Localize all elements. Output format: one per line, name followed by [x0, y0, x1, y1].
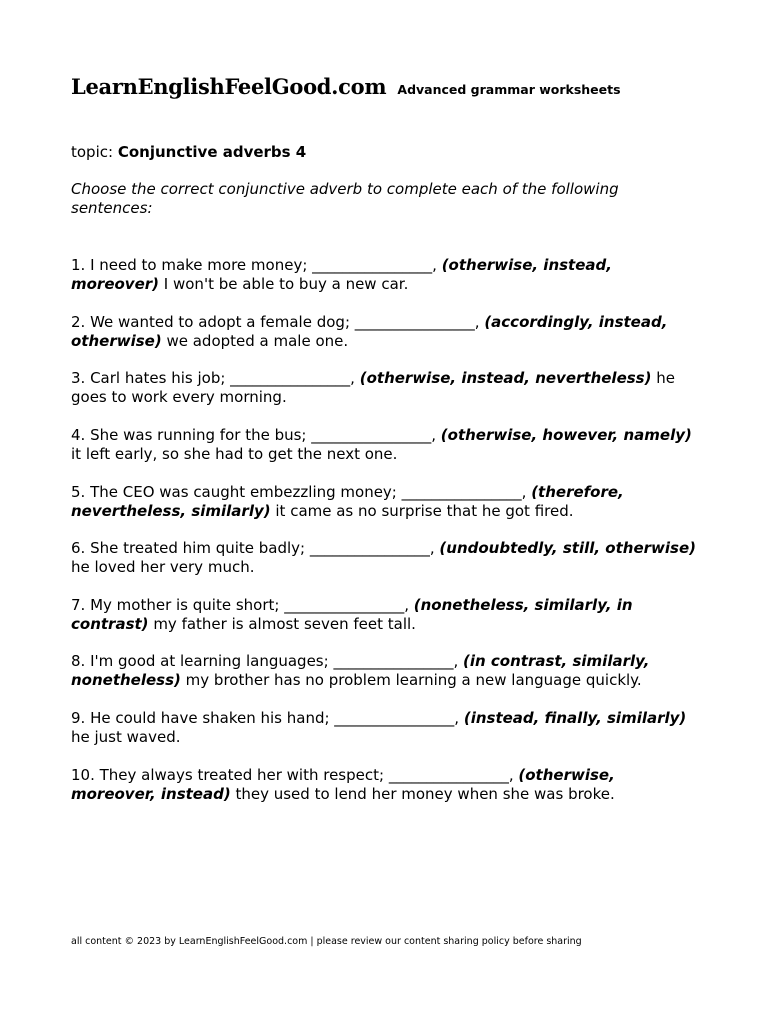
- question-item: [71, 709, 701, 747]
- question-prefix: 6. She treated him quite badly; ________________,: [71, 539, 435, 557]
- question-options: (in contrast, similarly, nonetheless): [71, 652, 650, 689]
- question-item: [71, 426, 701, 464]
- question-prefix: 3. Carl hates his job; ________________,: [71, 369, 355, 387]
- question-prefix: 7. My mother is quite short; ________________,: [71, 596, 409, 614]
- question-options: (otherwise, instead, moreover): [71, 256, 612, 293]
- question-item: [71, 766, 701, 804]
- question-options: (otherwise, instead, nevertheless): [359, 369, 652, 387]
- question-suffix: my brother has no problem learning a new language quickly.: [185, 671, 642, 689]
- question-suffix: they used to lend her money when she was broke.: [235, 785, 615, 803]
- question-prefix: 5. The CEO was caught embezzling money; ________________,: [71, 483, 527, 501]
- question-options: (nonetheless, similarly, in contrast): [71, 596, 633, 633]
- question-item: [71, 539, 701, 577]
- question-suffix: we adopted a male one.: [166, 332, 349, 350]
- question-options: (instead, finally, similarly): [463, 709, 687, 727]
- question-item: [71, 483, 701, 521]
- question-suffix: he loved her very much.: [71, 558, 255, 576]
- question-suffix: my father is almost seven feet tall.: [153, 615, 416, 633]
- question-prefix: 1. I need to make more money; ________________,: [71, 256, 437, 274]
- question-suffix: he just waved.: [71, 728, 181, 746]
- topic-label: topic:: [71, 143, 114, 161]
- question-options: (therefore, nevertheless, similarly): [71, 483, 624, 520]
- question-prefix: 4. She was running for the bus; ________________,: [71, 426, 437, 444]
- question-options: (accordingly, instead, otherwise): [71, 313, 668, 350]
- question-item: [71, 256, 701, 294]
- question-prefix: 8. I'm good at learning languages; ________________,: [71, 652, 459, 670]
- question-options: (otherwise, moreover, instead): [71, 766, 615, 803]
- topic-title: Conjunctive adverbs 4: [117, 143, 307, 161]
- instructions: Choose the correct conjunctive adverb to complete each of the following sentences:: [71, 180, 619, 217]
- question-prefix: 2. We wanted to adopt a female dog; ________________,: [71, 313, 480, 331]
- question-options: (undoubtedly, still, otherwise): [439, 539, 696, 557]
- masthead: [71, 74, 621, 99]
- question-prefix: 10. They always treated her with respect; ________________,: [71, 766, 514, 784]
- question-suffix: he goes to work every morning.: [71, 369, 675, 406]
- site-name: LearnEnglishFeelGood.com: [71, 74, 387, 99]
- question-options: (otherwise, however, namely): [440, 426, 692, 444]
- question-item: [71, 313, 701, 351]
- question-item: [71, 369, 701, 407]
- question-item: [71, 596, 701, 634]
- footer-copyright: all content © 2023 by LearnEnglishFeelGood.com | please review our content sharing policy before sharing: [71, 936, 582, 947]
- question-suffix: it left early, so she had to get the next one.: [71, 445, 398, 463]
- topic-line: [71, 143, 306, 161]
- question-suffix: I won't be able to buy a new car.: [163, 275, 409, 293]
- question-item: [71, 652, 701, 690]
- question-prefix: 9. He could have shaken his hand; ________________,: [71, 709, 460, 727]
- question-suffix: it came as no surprise that he got fired.: [275, 502, 574, 520]
- site-tagline: Advanced grammar worksheets: [397, 82, 621, 97]
